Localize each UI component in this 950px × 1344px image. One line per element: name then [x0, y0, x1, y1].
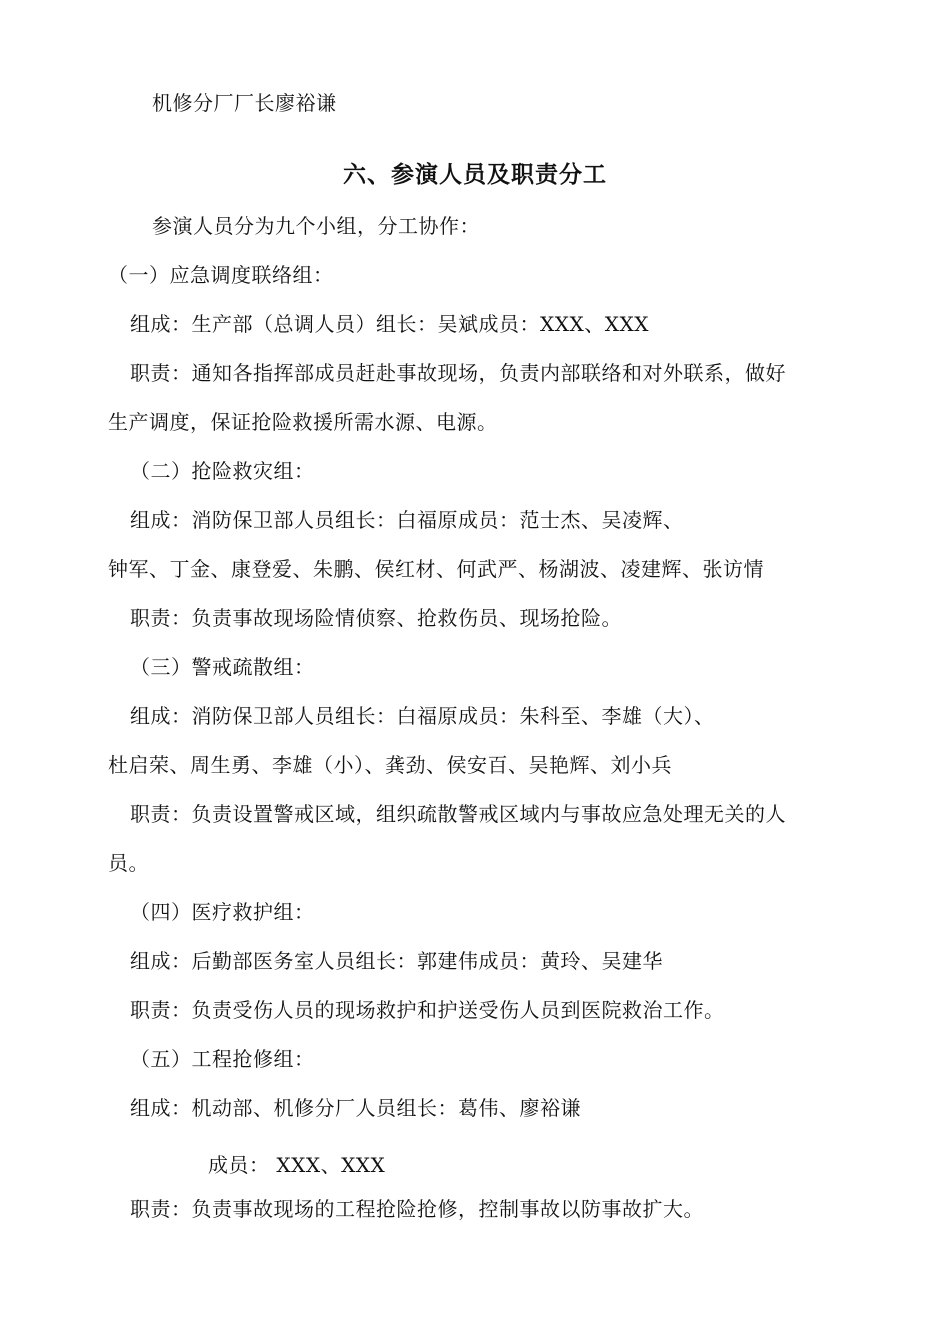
group-3-composition-line-2: 杜启荣、周生勇、李雄（小）、龚劲、侯安百、吴艳辉、刘小兵	[108, 753, 672, 777]
group-4-composition: 组成：后勤部医务室人员组长：郭建伟成员：黄玲、吴建华	[130, 949, 663, 973]
group-3-title: （三）警戒疏散组：	[130, 655, 315, 679]
group-1-composition: 组成：生产部（总调人员）组长：吴斌成员：XXX、XXX	[130, 312, 649, 336]
group-3-duty-line-1: 职责：负责设置警戒区域，组织疏散警戒区域内与事故应急处理无关的人	[130, 802, 786, 826]
group-3-composition-line-1: 组成：消防保卫部人员组长：白福原成员：朱科至、李雄（大）、	[130, 704, 715, 728]
group-3-duty-line-2: 员。	[108, 851, 149, 875]
group-1-title: （一）应急调度联络组：	[108, 263, 334, 287]
group-4-duty: 职责：负责受伤人员的现场救护和护送受伤人员到医院救治工作。	[130, 998, 725, 1022]
group-2-duty: 职责：负责事故现场险情侦察、抢救伤员、现场抢险。	[130, 606, 622, 630]
intro-paragraph: 参演人员分为九个小组，分工协作：	[152, 214, 480, 238]
group-5-title: （五）工程抢修组：	[130, 1047, 315, 1071]
group-2-composition-line-1: 组成：消防保卫部人员组长：白福原成员：范士杰、吴凌辉、	[130, 508, 684, 532]
group-1-duty-line-1: 职责：通知各指挥部成员赶赴事故现场，负责内部联络和对外联系，做好	[130, 361, 786, 385]
group-2-title: （二）抢险救灾组：	[130, 459, 315, 483]
group-5-duty: 职责：负责事故现场的工程抢险抢修，控制事故以防事故扩大。	[130, 1197, 704, 1221]
group-1-duty-line-2: 生产调度，保证抢险救援所需水源、电源。	[108, 410, 498, 434]
group-2-composition-line-2: 钟军、丁金、康登爱、朱鹏、侯红材、何武严、杨湖波、凌建辉、张访情	[108, 557, 764, 581]
group-5-composition: 组成：机动部、机修分厂人员组长：葛伟、廖裕谦	[130, 1096, 581, 1120]
top-line: 机修分厂厂长廖裕谦	[152, 91, 337, 115]
section-title: 六、参演人员及职责分工	[343, 162, 607, 188]
group-5-members: 成员： XXX、XXX	[208, 1153, 386, 1177]
group-4-title: （四）医疗救护组：	[130, 900, 315, 924]
